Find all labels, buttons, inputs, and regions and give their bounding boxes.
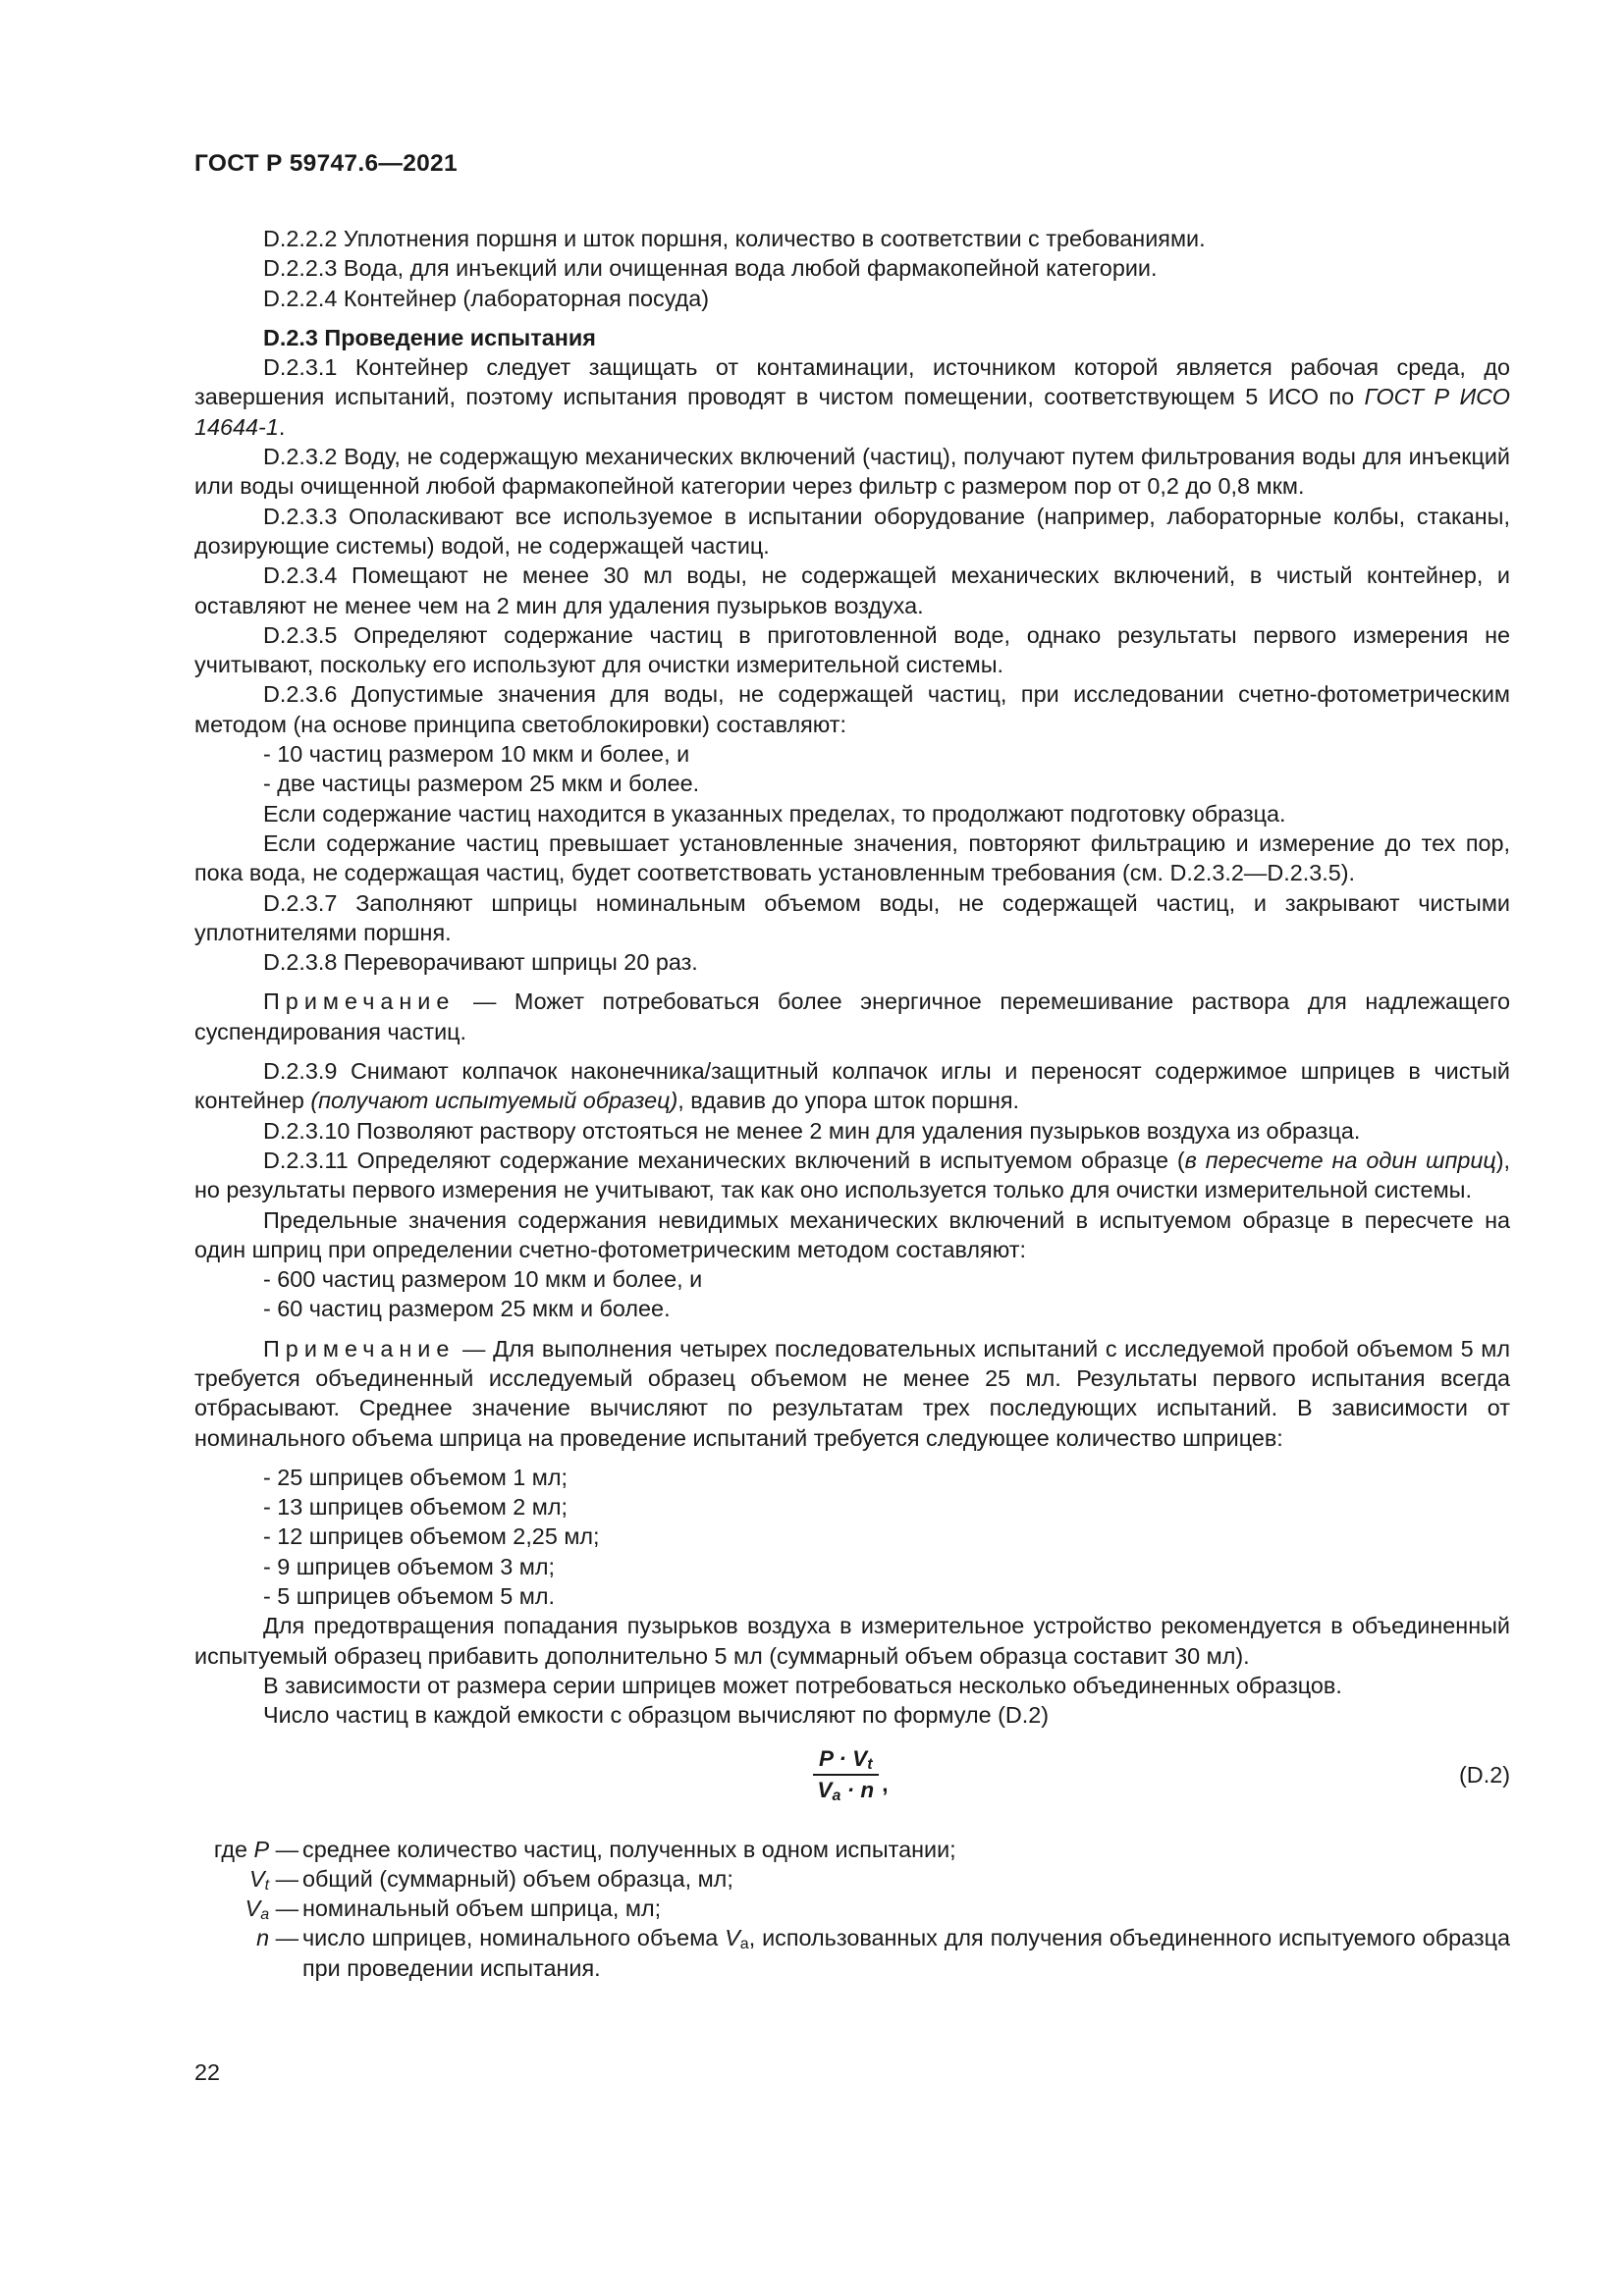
clause-d2-3-5: D.2.3.5 Определяют содержание частиц в приготовленной воде, однако результаты первого измерения не учитывают, поскольку его используют для очистки измерительной системы. <box>194 621 1510 678</box>
standard-header: ГОСТ Р 59747.6—2021 <box>194 150 458 177</box>
formula-denominator: $V_a \cdot n$ <box>817 1777 875 1804</box>
formula-fraction: $P \cdot V_t$ $V_a \cdot n$ , <box>813 1746 879 1803</box>
definition-Va: $V_a$ — номинальный объем шприца, мл; <box>244 1896 662 1924</box>
formula-numerator: $P \cdot V_t$ <box>813 1746 879 1776</box>
note-2: Примечание — Для выполнения четырех последовательных испытаний с исследуемой пробой объемом 5 мл требуется объединенный исследуемый образец объемом не менее 25 мл. Результаты первого испытания всегда отбрасывают. Среднее значение вычисляют по результатам трех последующих испытаний. В зависимости от номинального объема шприца на проведение испытаний требуется следующее количество шприцев: <box>194 1335 1510 1451</box>
list-item: - 600 частиц размером 10 мкм и более, и <box>263 1266 703 1293</box>
clause-d2-2-4: D.2.2.4 Контейнер (лабораторная посуда) <box>263 285 710 311</box>
definition-n: n — число шприцев, номинального объема $V_a$, использованных для получения объединенного испытуемого образца при проведении испытания. <box>256 1925 1510 1981</box>
paragraph: В зависимости от размера серии шприцев может потребоваться несколько объединенных образцов. <box>263 1672 1342 1698</box>
section-heading-d2-3: D.2.3 Проведение испытания <box>263 324 596 350</box>
symbol-definitions <box>194 1835 1510 1983</box>
note-1: Примечание — Может потребоваться более энергичное перемешивание раствора для надлежащего суспендирования частиц. <box>194 988 1510 1044</box>
formula-d2 <box>194 1738 1510 1825</box>
clause-d2-3-4: D.2.3.4 Помещают не менее 30 мл воды, не содержащей механических включений, в чистый контейнер, и оставляют не менее чем на 2 мин для удаления пузырьков воздуха. <box>194 562 1510 618</box>
equation-number: (D.2) <box>1459 1761 1510 1788</box>
standard-reference: ГОСТ Р ИСО 14644-1 <box>194 384 1510 440</box>
list-item: - две частицы размером 25 мкм и более. <box>263 771 700 797</box>
list-item: - 10 частиц размером 10 мкм и более, и <box>263 741 690 768</box>
paragraph: Если содержание частиц находится в указанных пределах, то продолжают подготовку образца. <box>263 800 1286 827</box>
paragraph: Если содержание частиц превышает установленные значения, повторяют фильтрацию и измерение до тех пор, пока вода, не содержащая частиц, будет соответствовать установленным требования (см. D.2.3.2—D.2.3.5). <box>194 829 1510 886</box>
clause-d2-3-1: D.2.3.1 Контейнер следует защищать от контаминации, источником которой является рабочая среда, до завершения испытаний, поэтому испытания проводят в чистом помещении, соответствующем 5 ИСО по ГОСТ Р ИСО 14644-1. <box>194 354 1510 440</box>
list-item: - 13 шприцев объемом 2 мл; <box>263 1494 568 1521</box>
page-body <box>194 224 1510 1983</box>
page-number: 22 <box>194 2059 221 2085</box>
definition-Vt: $V_t$ — общий (суммарный) объем образца, мл; <box>249 1865 733 1894</box>
paragraph: Число частиц в каждой емкости с образцом вычисляют по формуле (D.2) <box>263 1702 1050 1729</box>
list-item: - 5 шприцев объемом 5 мл. <box>263 1583 556 1610</box>
clause-d2-2-2: D.2.2.2 Уплотнения поршня и шток поршня, количество в соответствии с требованиями. <box>263 226 1206 251</box>
list-item: - 9 шприцев объемом 3 мл; <box>263 1553 556 1579</box>
list-item: - 12 шприцев объемом 2,25 мл; <box>263 1523 600 1550</box>
note-label: Примечание <box>263 1335 456 1362</box>
note-label: Примечание <box>263 988 456 1015</box>
list-item: - 25 шприцев объемом 1 мл; <box>263 1464 568 1490</box>
definition-P: где P — среднее количество частиц, полученных в одном испытании; <box>213 1836 956 1862</box>
clause-d2-3-7: D.2.3.7 Заполняют шприцы номинальным объемом воды, не содержащей частиц, и закрывают чистыми уплотнителями поршня. <box>194 889 1510 945</box>
clause-d2-3-3: D.2.3.3 Ополаскивают все используемое в испытании оборудование (например, лабораторные колбы, стаканы, дозирующие системы) водой, не содержащей частиц. <box>194 503 1510 559</box>
clause-d2-3-8: D.2.3.8 Переворачивают шприцы 20 раз. <box>263 949 698 976</box>
paragraph: Для предотвращения попадания пузырьков воздуха в измерительное устройство рекомендуется в объединенный испытуемый образец прибавить дополнительно 5 мл (суммарный объем образца составит 30 мл). <box>194 1613 1510 1669</box>
clause-d2-3-6: D.2.3.6 Допустимые значения для воды, не содержащей частиц, при исследовании счетно-фотометрическим методом (на основе принципа светоблокировки) составляют: <box>194 681 1510 737</box>
list-item: - 60 частиц размером 25 мкм и более. <box>263 1296 671 1322</box>
clause-d2-3-2: D.2.3.2 Воду, не содержащую механических включений (частиц), получают путем фильтрования воды для инъекций или воды очищенной любой фармакопейной категории через фильтр с размером пор от 0,2 до 0,8 мкм. <box>194 444 1510 500</box>
clause-d2-3-10: D.2.3.10 Позволяют раствору отстояться не менее 2 мин для удаления пузырьков воздуха из образца. <box>263 1117 1361 1144</box>
paragraph: Предельные значения содержания невидимых механических включений в испытуемом образце в пересчете на один шприц при определении счетно-фотометрическим методом составляют: <box>194 1206 1510 1262</box>
clause-d2-2-3: D.2.2.3 Вода, для инъекций или очищенная вода любой фармакопейной категории. <box>263 255 1158 282</box>
clause-d2-3-9: D.2.3.9 Снимают колпачок наконечника/защитный колпачок иглы и переносят содержимое шприцев в чистый контейнер (получают испытуемый образец), вдавив до упора шток поршня. <box>194 1058 1510 1114</box>
clause-d2-3-11: D.2.3.11 Определяют содержание механических включений в испытуемом образце (в пересчете на один шприц), но результаты первого измерения не учитывают, так как оно используется только для очистки измерительной системы. <box>194 1147 1511 1203</box>
